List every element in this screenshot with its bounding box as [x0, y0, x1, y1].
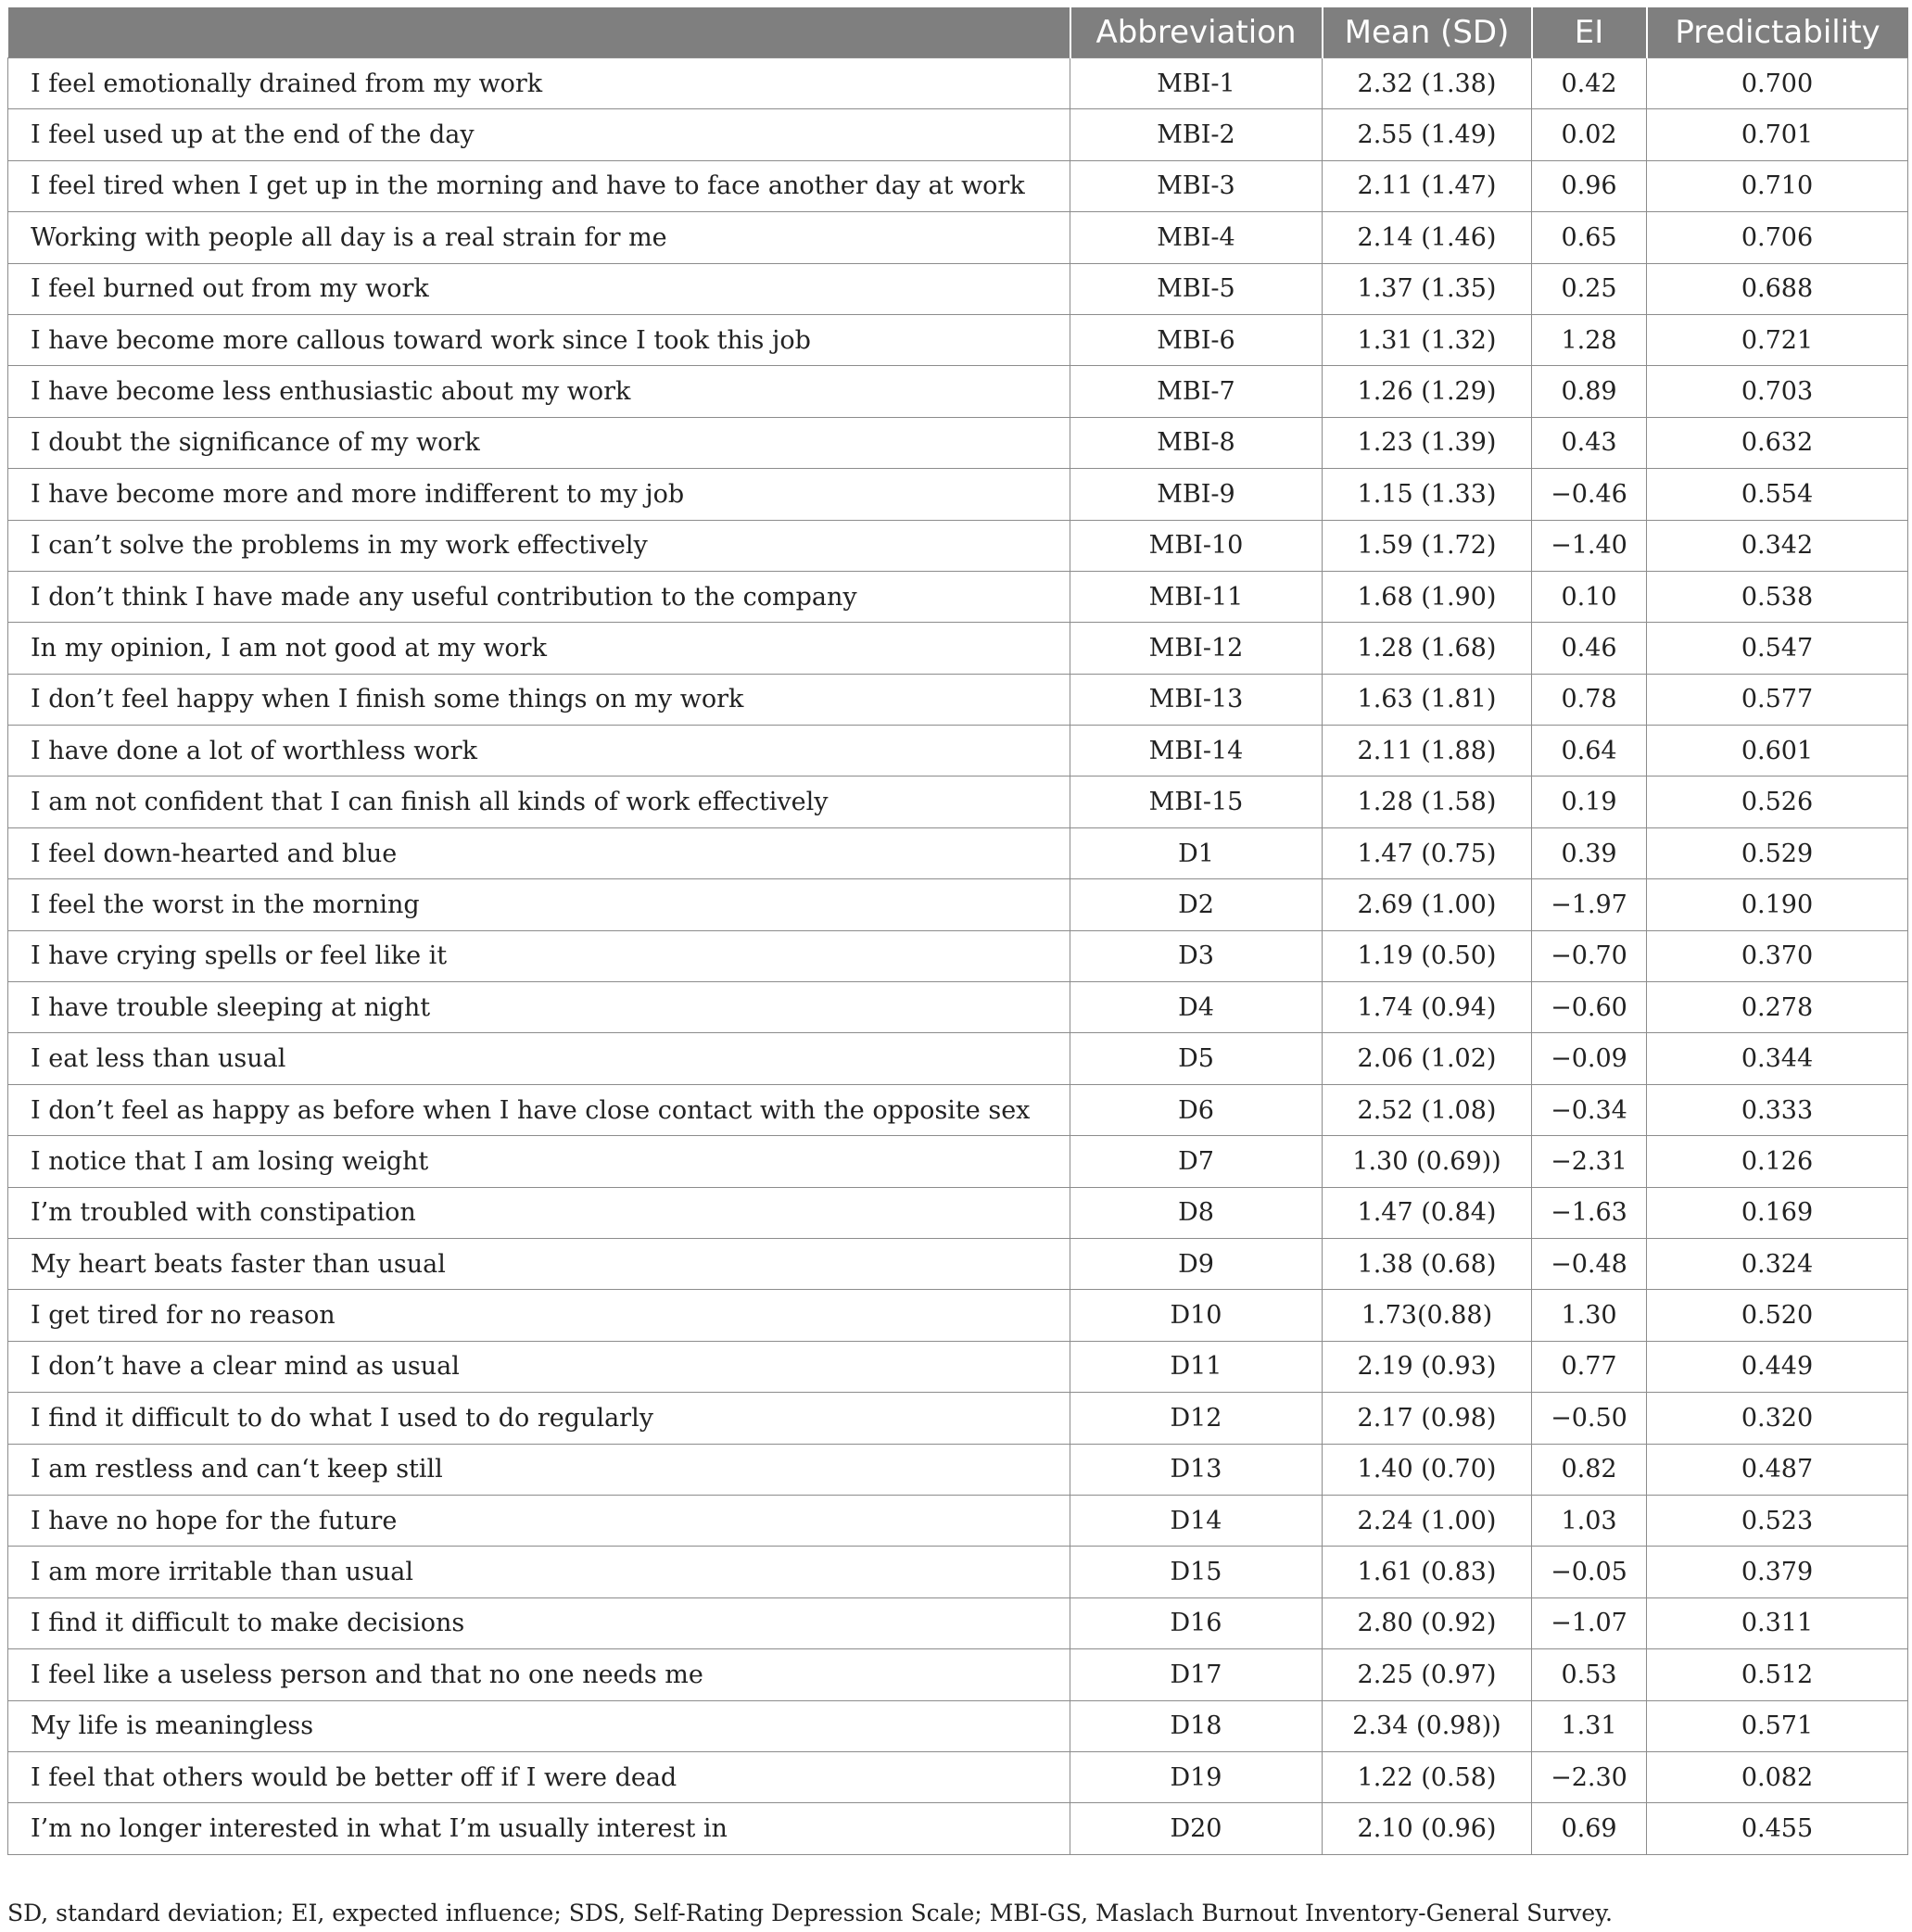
table-footnote: SD, standard deviation; EI, expected influence; SDS, Self-Rating Depression Scale; MBI-GS, Maslach Burnout Inventory-General Survey.: [7, 1900, 1613, 1926]
ei-value: 0.46: [1532, 623, 1647, 674]
header-row: [8, 7, 1908, 58]
item-text: I’m troubled with constipation: [8, 1187, 1070, 1238]
ei-value: −2.31: [1532, 1136, 1647, 1187]
ei-value: 0.96: [1532, 160, 1647, 211]
table-row: [8, 212, 1908, 263]
ei-value: −0.70: [1532, 930, 1647, 981]
mean-sd: 1.37 (1.35): [1323, 263, 1532, 314]
abbreviation: MBI-8: [1070, 417, 1323, 468]
table-row: [8, 1033, 1908, 1084]
ei-value: 0.77: [1532, 1341, 1647, 1392]
abbreviation: D19: [1070, 1751, 1323, 1802]
mean-sd: 1.73(0.88): [1323, 1290, 1532, 1341]
ei-value: −0.34: [1532, 1084, 1647, 1135]
abbreviation: D9: [1070, 1238, 1323, 1289]
predictability-value: 0.721: [1647, 314, 1908, 365]
table-row: [8, 1238, 1908, 1289]
header-abbreviation: Abbreviation: [1070, 7, 1323, 58]
mean-sd: 1.40 (0.70): [1323, 1444, 1532, 1495]
table-row: [8, 160, 1908, 211]
table-row: [8, 1700, 1908, 1751]
item-text: I don’t feel as happy as before when I have close contact with the opposite sex: [8, 1084, 1070, 1135]
table-row: [8, 366, 1908, 417]
item-text: I have trouble sleeping at night: [8, 982, 1070, 1033]
ei-value: 0.65: [1532, 212, 1647, 263]
predictability-value: 0.126: [1647, 1136, 1908, 1187]
mean-sd: 1.28 (1.68): [1323, 623, 1532, 674]
item-text: I have done a lot of worthless work: [8, 726, 1070, 777]
mean-sd: 2.14 (1.46): [1323, 212, 1532, 263]
mean-sd: 1.47 (0.84): [1323, 1187, 1532, 1238]
predictability-value: 0.320: [1647, 1393, 1908, 1444]
table-row: [8, 469, 1908, 520]
mean-sd: 1.61 (0.83): [1323, 1547, 1532, 1597]
item-text: I don’t think I have made any useful contribution to the company: [8, 571, 1070, 622]
predictability-value: 0.526: [1647, 777, 1908, 827]
predictability-value: 0.700: [1647, 58, 1908, 109]
item-text: I have no hope for the future: [8, 1495, 1070, 1546]
item-text: I get tired for no reason: [8, 1290, 1070, 1341]
table-row: [8, 314, 1908, 365]
predictability-value: 0.278: [1647, 982, 1908, 1033]
table-row: [8, 1187, 1908, 1238]
predictability-value: 0.342: [1647, 520, 1908, 571]
mean-sd: 1.47 (0.75): [1323, 827, 1532, 878]
ei-value: −1.97: [1532, 879, 1647, 930]
item-text: I’m no longer interested in what I’m usually interest in: [8, 1803, 1070, 1854]
mean-sd: 1.74 (0.94): [1323, 982, 1532, 1033]
mean-sd: 1.22 (0.58): [1323, 1751, 1532, 1802]
table-row: [8, 623, 1908, 674]
table-row: [8, 1495, 1908, 1546]
item-text: I doubt the significance of my work: [8, 417, 1070, 468]
table-row: [8, 1649, 1908, 1700]
predictability-value: 0.523: [1647, 1495, 1908, 1546]
item-text: I feel emotionally drained from my work: [8, 58, 1070, 109]
abbreviation: MBI-4: [1070, 212, 1323, 263]
predictability-value: 0.311: [1647, 1597, 1908, 1648]
ei-value: 0.43: [1532, 417, 1647, 468]
item-text: I have crying spells or feel like it: [8, 930, 1070, 981]
table-row: [8, 1136, 1908, 1187]
abbreviation: MBI-9: [1070, 469, 1323, 520]
table-row: [8, 571, 1908, 622]
abbreviation: D18: [1070, 1700, 1323, 1751]
table-row: [8, 930, 1908, 981]
abbreviation: D6: [1070, 1084, 1323, 1135]
item-text: My heart beats faster than usual: [8, 1238, 1070, 1289]
item-text: I find it difficult to make decisions: [8, 1597, 1070, 1648]
abbreviation: D13: [1070, 1444, 1323, 1495]
ei-value: −2.30: [1532, 1751, 1647, 1802]
ei-value: −0.05: [1532, 1547, 1647, 1597]
mean-sd: 1.15 (1.33): [1323, 469, 1532, 520]
table-row: [8, 1803, 1908, 1854]
ei-value: 1.31: [1532, 1700, 1647, 1751]
ei-value: 0.19: [1532, 777, 1647, 827]
item-text: I feel tired when I get up in the morning and have to face another day at work: [8, 160, 1070, 211]
ei-value: −0.46: [1532, 469, 1647, 520]
predictability-value: 0.554: [1647, 469, 1908, 520]
abbreviation: D3: [1070, 930, 1323, 981]
item-text: I have become more and more indifferent to my job: [8, 469, 1070, 520]
predictability-value: 0.571: [1647, 1700, 1908, 1751]
ei-value: −0.60: [1532, 982, 1647, 1033]
predictability-value: 0.169: [1647, 1187, 1908, 1238]
item-text: I can’t solve the problems in my work effectively: [8, 520, 1070, 571]
predictability-value: 0.601: [1647, 726, 1908, 777]
ei-value: −1.63: [1532, 1187, 1647, 1238]
ei-value: −0.09: [1532, 1033, 1647, 1084]
mean-sd: 2.24 (1.00): [1323, 1495, 1532, 1546]
mean-sd: 1.68 (1.90): [1323, 571, 1532, 622]
mean-sd: 1.26 (1.29): [1323, 366, 1532, 417]
mean-sd: 1.19 (0.50): [1323, 930, 1532, 981]
item-text: I feel used up at the end of the day: [8, 109, 1070, 160]
predictability-value: 0.688: [1647, 263, 1908, 314]
item-text: I am restless and can‘t keep still: [8, 1444, 1070, 1495]
mean-sd: 1.59 (1.72): [1323, 520, 1532, 571]
ei-value: −1.07: [1532, 1597, 1647, 1648]
table-row: [8, 674, 1908, 725]
abbreviation: MBI-1: [1070, 58, 1323, 109]
predictability-value: 0.577: [1647, 674, 1908, 725]
item-text: Working with people all day is a real strain for me: [8, 212, 1070, 263]
ei-value: −0.48: [1532, 1238, 1647, 1289]
table-row: [8, 982, 1908, 1033]
abbreviation: D15: [1070, 1547, 1323, 1597]
abbreviation: D10: [1070, 1290, 1323, 1341]
item-text: My life is meaningless: [8, 1700, 1070, 1751]
mean-sd: 2.10 (0.96): [1323, 1803, 1532, 1854]
abbreviation: D17: [1070, 1649, 1323, 1700]
ei-value: 0.02: [1532, 109, 1647, 160]
item-text: I don’t have a clear mind as usual: [8, 1341, 1070, 1392]
ei-value: 0.39: [1532, 827, 1647, 878]
ei-value: 0.64: [1532, 726, 1647, 777]
abbreviation: D12: [1070, 1393, 1323, 1444]
predictability-value: 0.190: [1647, 879, 1908, 930]
table-row: [8, 1084, 1908, 1135]
mean-sd: 2.34 (0.98)): [1323, 1700, 1532, 1751]
item-text: I eat less than usual: [8, 1033, 1070, 1084]
table-row: [8, 263, 1908, 314]
table-row: [8, 1597, 1908, 1648]
ei-value: 1.28: [1532, 314, 1647, 365]
item-text: I feel the worst in the morning: [8, 879, 1070, 930]
ei-value: 1.30: [1532, 1290, 1647, 1341]
table-row: [8, 726, 1908, 777]
mean-sd: 1.30 (0.69)): [1323, 1136, 1532, 1187]
ei-value: 0.89: [1532, 366, 1647, 417]
mean-sd: 2.69 (1.00): [1323, 879, 1532, 930]
ei-value: 0.42: [1532, 58, 1647, 109]
ei-value: 1.03: [1532, 1495, 1647, 1546]
predictability-value: 0.701: [1647, 109, 1908, 160]
predictability-value: 0.379: [1647, 1547, 1908, 1597]
predictability-value: 0.703: [1647, 366, 1908, 417]
predictability-value: 0.324: [1647, 1238, 1908, 1289]
ei-value: −1.40: [1532, 520, 1647, 571]
table-row: [8, 109, 1908, 160]
abbreviation: MBI-11: [1070, 571, 1323, 622]
predictability-value: 0.344: [1647, 1033, 1908, 1084]
table-row: [8, 1290, 1908, 1341]
ei-value: 0.53: [1532, 1649, 1647, 1700]
predictability-value: 0.538: [1647, 571, 1908, 622]
item-text: I am more irritable than usual: [8, 1547, 1070, 1597]
abbreviation: D11: [1070, 1341, 1323, 1392]
table-row: [8, 417, 1908, 468]
abbreviation: D4: [1070, 982, 1323, 1033]
predictability-value: 0.520: [1647, 1290, 1908, 1341]
mean-sd: 1.63 (1.81): [1323, 674, 1532, 725]
table-row: [8, 1444, 1908, 1495]
predictability-value: 0.512: [1647, 1649, 1908, 1700]
item-text: I notice that I am losing weight: [8, 1136, 1070, 1187]
mean-sd: 1.31 (1.32): [1323, 314, 1532, 365]
ei-value: 0.25: [1532, 263, 1647, 314]
abbreviation: D5: [1070, 1033, 1323, 1084]
abbreviation: D7: [1070, 1136, 1323, 1187]
abbreviation: MBI-6: [1070, 314, 1323, 365]
mean-sd: 2.19 (0.93): [1323, 1341, 1532, 1392]
abbreviation: MBI-5: [1070, 263, 1323, 314]
header-ei: EI: [1532, 7, 1647, 58]
mean-sd: 2.32 (1.38): [1323, 58, 1532, 109]
header-mean-sd: Mean (SD): [1323, 7, 1532, 58]
mean-sd: 1.23 (1.39): [1323, 417, 1532, 468]
abbreviation: D8: [1070, 1187, 1323, 1238]
item-text: I feel down-hearted and blue: [8, 827, 1070, 878]
item-text: I am not confident that I can finish all kinds of work effectively: [8, 777, 1070, 827]
mean-sd: 2.17 (0.98): [1323, 1393, 1532, 1444]
predictability-value: 0.370: [1647, 930, 1908, 981]
item-text: I have become less enthusiastic about my work: [8, 366, 1070, 417]
table-row: [8, 1547, 1908, 1597]
mean-sd: 1.28 (1.58): [1323, 777, 1532, 827]
table-row: [8, 520, 1908, 571]
predictability-value: 0.082: [1647, 1751, 1908, 1802]
item-text: I don’t feel happy when I finish some things on my work: [8, 674, 1070, 725]
ei-value: 0.78: [1532, 674, 1647, 725]
table-row: [8, 1341, 1908, 1392]
item-text: I have become more callous toward work since I took this job: [8, 314, 1070, 365]
predictability-value: 0.547: [1647, 623, 1908, 674]
mean-sd: 2.55 (1.49): [1323, 109, 1532, 160]
table-row: [8, 777, 1908, 827]
ei-value: −0.50: [1532, 1393, 1647, 1444]
abbreviation: MBI-7: [1070, 366, 1323, 417]
predictability-value: 0.706: [1647, 212, 1908, 263]
table-row: [8, 879, 1908, 930]
mean-sd: 2.80 (0.92): [1323, 1597, 1532, 1648]
predictability-value: 0.529: [1647, 827, 1908, 878]
table-row: [8, 1393, 1908, 1444]
item-text: I feel burned out from my work: [8, 263, 1070, 314]
mean-sd: 2.11 (1.47): [1323, 160, 1532, 211]
item-text: I find it difficult to do what I used to do regularly: [8, 1393, 1070, 1444]
abbreviation: MBI-14: [1070, 726, 1323, 777]
table-row: [8, 58, 1908, 109]
mean-sd: 2.25 (0.97): [1323, 1649, 1532, 1700]
abbreviation: MBI-10: [1070, 520, 1323, 571]
item-text: I feel that others would be better off if I were dead: [8, 1751, 1070, 1802]
item-text: I feel like a useless person and that no one needs me: [8, 1649, 1070, 1700]
ei-value: 0.10: [1532, 571, 1647, 622]
predictability-value: 0.632: [1647, 417, 1908, 468]
table-row: [8, 1751, 1908, 1802]
abbreviation: MBI-12: [1070, 623, 1323, 674]
predictability-value: 0.333: [1647, 1084, 1908, 1135]
mean-sd: 2.52 (1.08): [1323, 1084, 1532, 1135]
abbreviation: MBI-13: [1070, 674, 1323, 725]
mean-sd: 1.38 (0.68): [1323, 1238, 1532, 1289]
mean-sd: 2.11 (1.88): [1323, 726, 1532, 777]
results-table: [7, 7, 1908, 1855]
abbreviation: D1: [1070, 827, 1323, 878]
abbreviation: MBI-3: [1070, 160, 1323, 211]
abbreviation: MBI-2: [1070, 109, 1323, 160]
mean-sd: 2.06 (1.02): [1323, 1033, 1532, 1084]
predictability-value: 0.455: [1647, 1803, 1908, 1854]
ei-value: 0.82: [1532, 1444, 1647, 1495]
header-predictability: Predictability: [1647, 7, 1908, 58]
abbreviation: D2: [1070, 879, 1323, 930]
predictability-value: 0.449: [1647, 1341, 1908, 1392]
predictability-value: 0.710: [1647, 160, 1908, 211]
predictability-value: 0.487: [1647, 1444, 1908, 1495]
table-row: [8, 827, 1908, 878]
header-item: [8, 7, 1070, 58]
abbreviation: D16: [1070, 1597, 1323, 1648]
abbreviation: D14: [1070, 1495, 1323, 1546]
ei-value: 0.69: [1532, 1803, 1647, 1854]
abbreviation: MBI-15: [1070, 777, 1323, 827]
abbreviation: D20: [1070, 1803, 1323, 1854]
item-text: In my opinion, I am not good at my work: [8, 623, 1070, 674]
